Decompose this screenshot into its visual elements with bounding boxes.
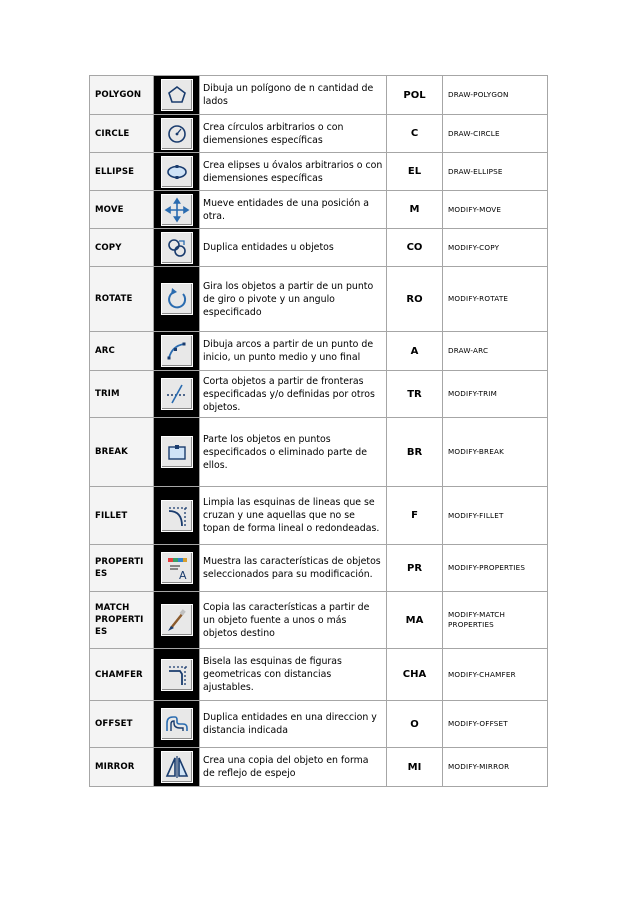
command-name-text: PROPERTI ES [95,557,144,579]
command-abbreviation: PR [387,545,443,592]
menu-path: MODIFY-BREAK [443,418,548,487]
polygon-icon [161,79,193,111]
command-abbreviation: MI [387,748,443,787]
table-row [90,487,548,545]
menu-path: MODIFY-COPY [443,229,548,267]
arc-icon [161,335,193,367]
command-description: Copia las características a partir de un objeto fuente a unos o más objetos destino [200,592,387,649]
command-description: Duplica entidades en una direccion y distancia indicada [200,701,387,748]
icon-cell [154,545,200,592]
commands-table [89,75,548,787]
command-abbreviation: C [387,115,443,153]
menu-path: DRAW-CIRCLE [443,115,548,153]
table-row [90,649,548,701]
table-row [90,153,548,191]
menu-path: MODIFY-ROTATE [443,267,548,332]
command-abbreviation: EL [387,153,443,191]
command-abbreviation: BR [387,418,443,487]
command-name: COPY [90,229,154,267]
table-row [90,267,548,332]
command-description: Dibuja arcos a partir de un punto de inicio, un punto medio y uno final [200,332,387,371]
command-description: Bisela las esquinas de figuras geometricas con distancias ajustables. [200,649,387,701]
table-row [90,76,548,115]
icon-cell [154,592,200,649]
command-description: Duplica entidades u objetos [200,229,387,267]
command-description: Muestra las características de objetos seleccionados para su modificación. [200,545,387,592]
table-row [90,545,548,592]
menu-path: DRAW-ELLIPSE [443,153,548,191]
rotate-icon [161,283,193,315]
icon-cell [154,115,200,153]
table-row [90,701,548,748]
command-description: Corta objetos a partir de fronteras especificadas y/o definidas por otros objetos. [200,371,387,418]
command-abbreviation: O [387,701,443,748]
icon-cell [154,649,200,701]
ellipse-icon [161,156,193,188]
command-name [90,545,154,592]
table-row [90,229,548,267]
icon-cell [154,153,200,191]
icon-cell [154,229,200,267]
command-abbreviation: MA [387,592,443,649]
command-name: MIRROR [90,748,154,787]
command-name: TRIM [90,371,154,418]
menu-path: MODIFY-OFFSET [443,701,548,748]
command-description: Dibuja un polígono de n cantidad de lados [200,76,387,115]
command-description: Crea círculos arbitrarios o con diemensiones específicas [200,115,387,153]
command-name: BREAK [90,418,154,487]
icon-cell [154,748,200,787]
icon-cell [154,371,200,418]
table-row [90,748,548,787]
table-row [90,332,548,371]
command-description: Crea una copia del objeto en forma de reflejo de espejo [200,748,387,787]
icon-cell [154,267,200,332]
command-name: FILLET [90,487,154,545]
command-name [90,592,154,649]
trim-icon [161,378,193,410]
command-name: OFFSET [90,701,154,748]
mirror-icon [161,751,193,783]
break-icon [161,436,193,468]
command-abbreviation: POL [387,76,443,115]
command-name: ROTATE [90,267,154,332]
command-abbreviation: M [387,191,443,229]
offset-icon [161,708,193,740]
command-name: ELLIPSE [90,153,154,191]
command-abbreviation: RO [387,267,443,332]
icon-cell [154,191,200,229]
menu-path-text: MODIFY-MATCH PROPERTIES [448,610,506,629]
menu-path [443,592,548,649]
command-description: Parte los objetos en puntos especificados o eliminado parte de ellos. [200,418,387,487]
icon-cell [154,487,200,545]
table-row [90,592,548,649]
command-abbreviation: TR [387,371,443,418]
command-abbreviation: CHA [387,649,443,701]
icon-cell [154,332,200,371]
menu-path: MODIFY-FILLET [443,487,548,545]
command-abbreviation: F [387,487,443,545]
properties-icon [161,552,193,584]
svg-text:A: A [178,569,187,582]
command-description: Gira los objetos a partir de un punto de giro o pivote y un angulo especificado [200,267,387,332]
icon-cell [154,76,200,115]
command-name: ARC [90,332,154,371]
table-row [90,418,548,487]
command-description: Mueve entidades de una posición a otra. [200,191,387,229]
menu-path: MODIFY-MOVE [443,191,548,229]
icon-cell [154,701,200,748]
command-name: POLYGON [90,76,154,115]
menu-path: MODIFY-MIRROR [443,748,548,787]
menu-path: MODIFY-TRIM [443,371,548,418]
command-abbreviation: A [387,332,443,371]
menu-path: MODIFY-PROPERTIES [443,545,548,592]
move-icon [161,194,193,226]
match-properties-icon [161,604,193,636]
table-row [90,115,548,153]
table-row [90,371,548,418]
fillet-icon [161,500,193,532]
icon-cell [154,418,200,487]
copy-icon [161,232,193,264]
chamfer-icon [161,659,193,691]
menu-path: DRAW-POLYGON [443,76,548,115]
command-abbreviation: CO [387,229,443,267]
menu-path: MODIFY-CHAMFER [443,649,548,701]
command-name: CIRCLE [90,115,154,153]
command-description: Limpia las esquinas de lineas que se cruzan y une aquellas que no se topan de forma lineal o redondeadas. [200,487,387,545]
table-row [90,191,548,229]
menu-path: DRAW-ARC [443,332,548,371]
command-name: CHAMFER [90,649,154,701]
command-name: MOVE [90,191,154,229]
command-name-text: MATCH PROPERTI ES [95,603,144,637]
circle-icon [161,118,193,150]
command-description: Crea elipses u óvalos arbitrarios o con diemensiones específicas [200,153,387,191]
